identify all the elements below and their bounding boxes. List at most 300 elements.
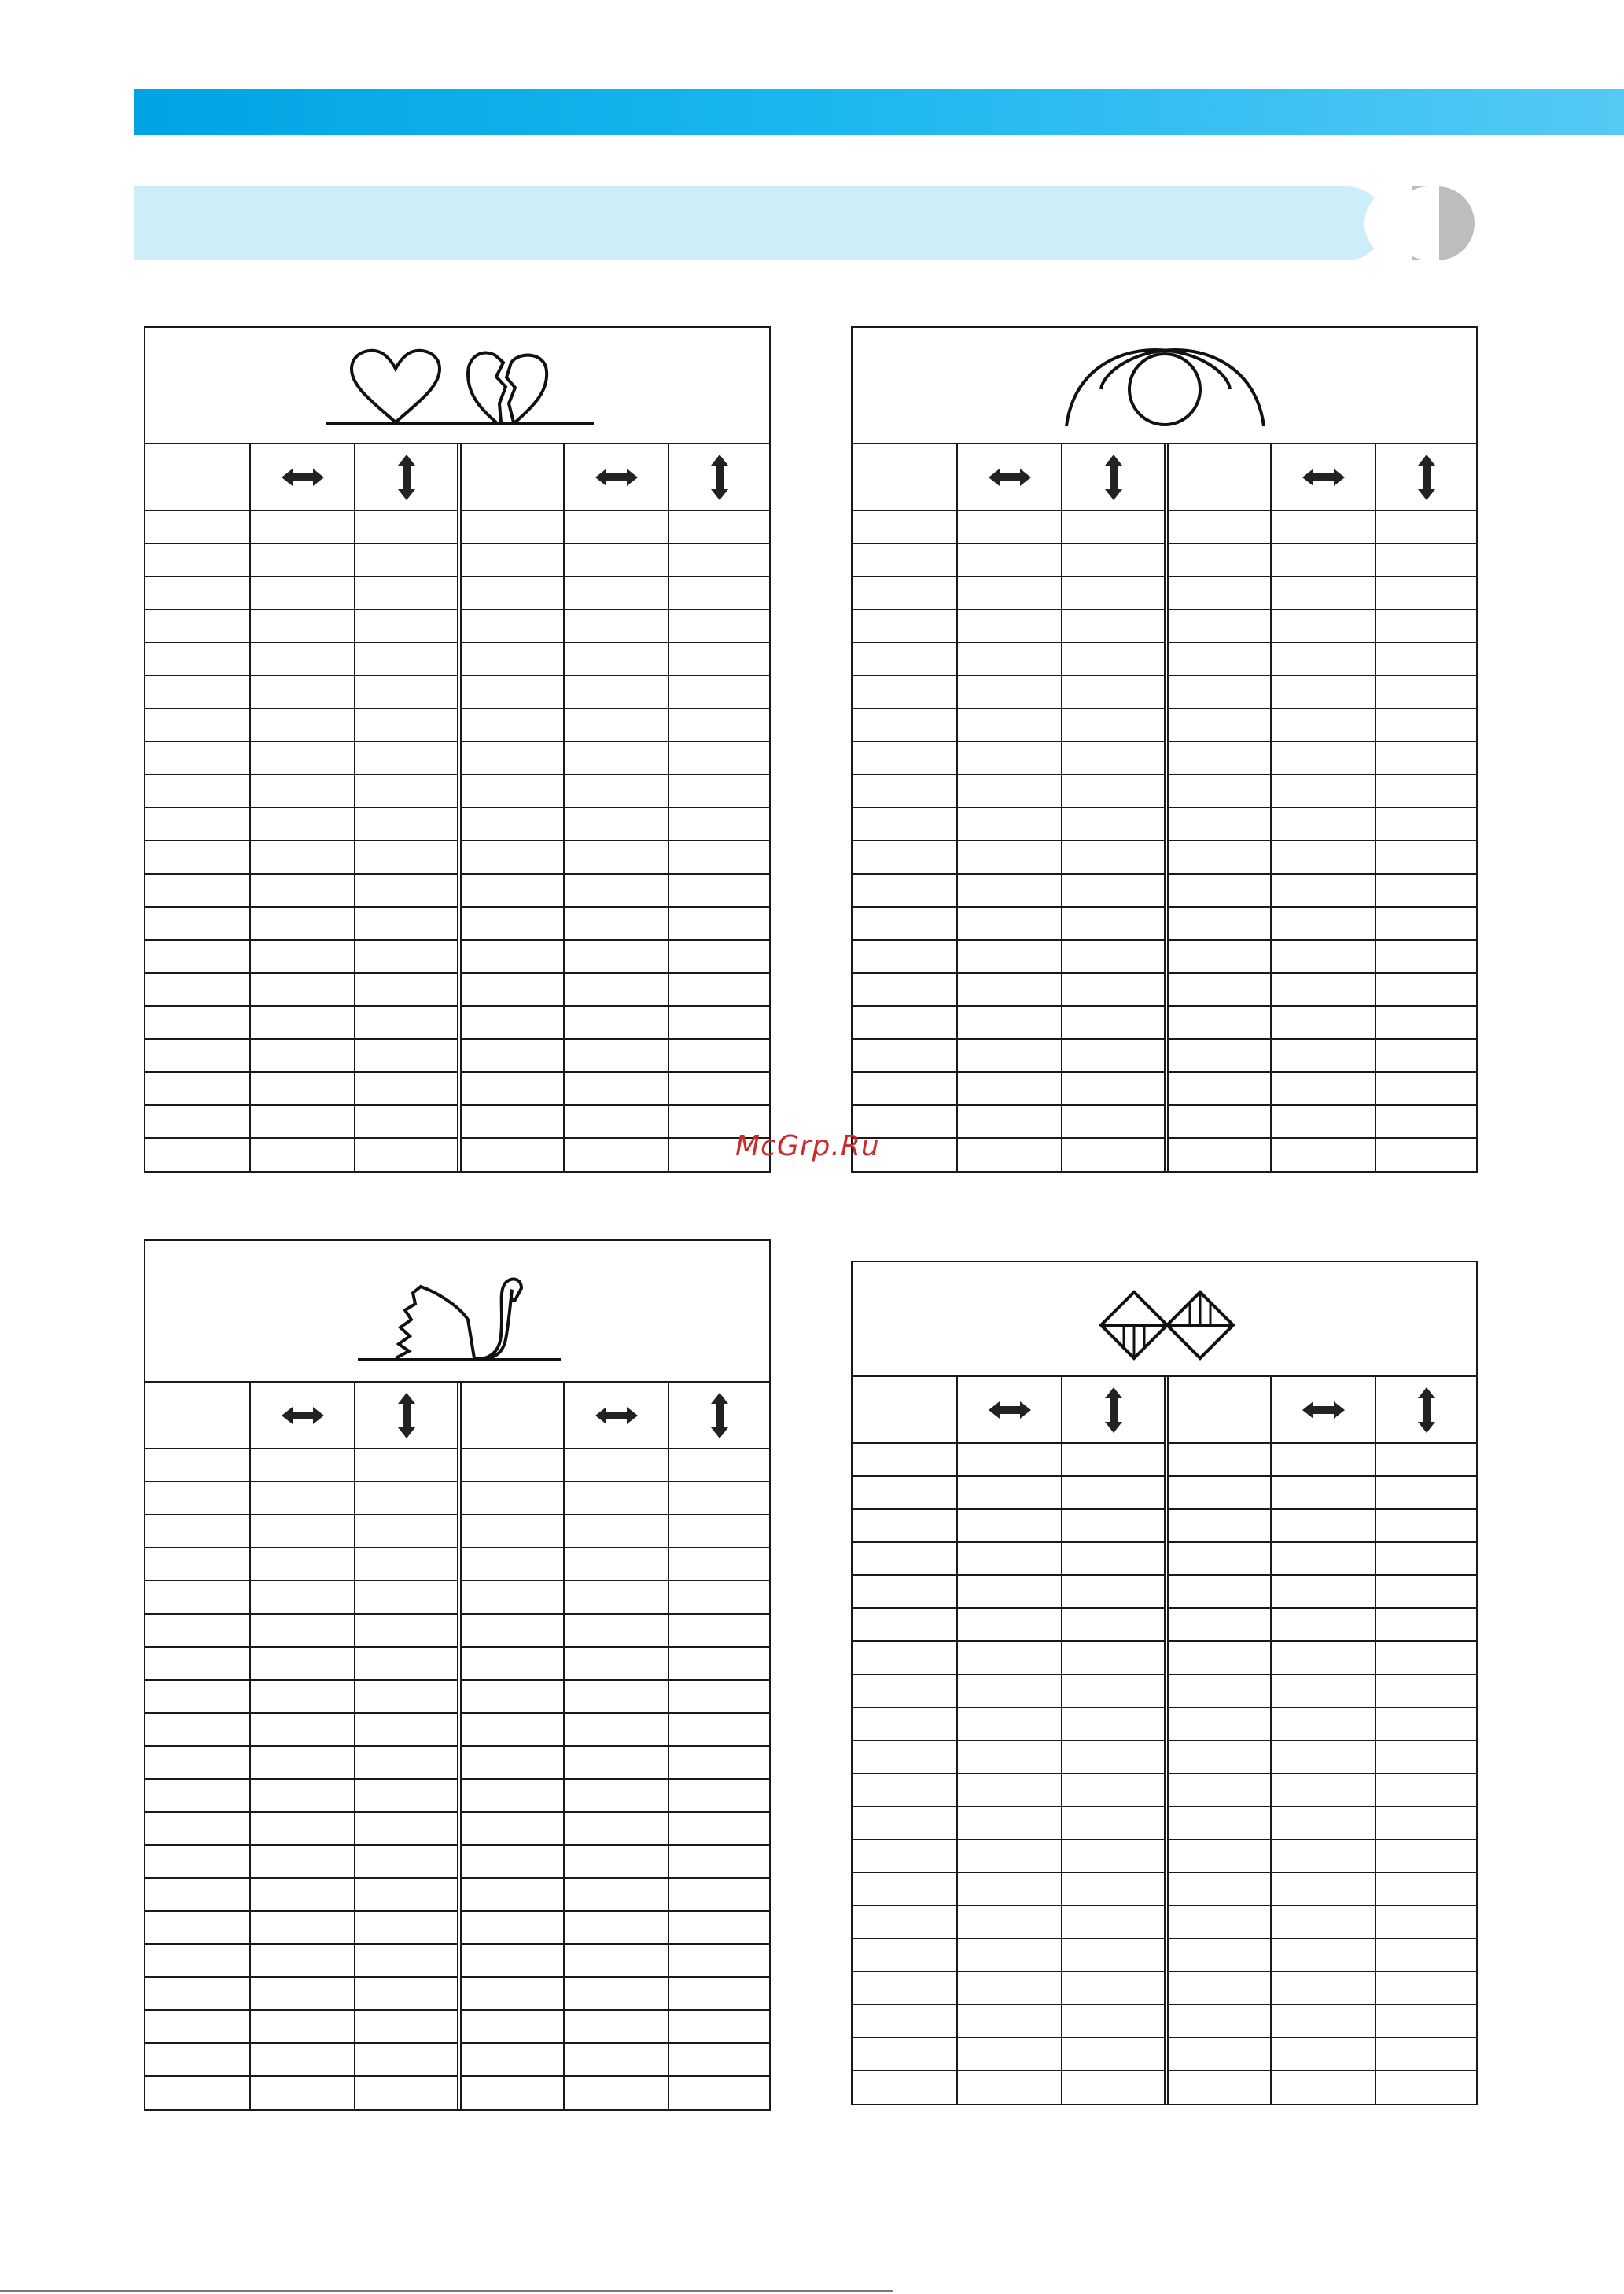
- table-cell: [1271, 543, 1375, 576]
- table-cell: [1062, 1476, 1166, 1509]
- table-cell: [1271, 643, 1375, 676]
- table-cell: [355, 1746, 459, 1779]
- table-cell: [1271, 576, 1375, 609]
- table-cell: [1375, 643, 1476, 676]
- table-cell: [957, 2038, 1062, 2071]
- table-cell: [145, 1548, 250, 1581]
- table-cell: [145, 1647, 250, 1680]
- table-cell: [1375, 609, 1476, 643]
- table-cell: [355, 643, 459, 676]
- table-cell: [853, 973, 957, 1006]
- vertical-arrow-icon: [355, 444, 459, 510]
- table-cell: [355, 1105, 459, 1138]
- table-row: [145, 1647, 769, 1680]
- panel-illustration: [853, 328, 1476, 444]
- table-cell: [957, 1906, 1062, 1939]
- table-cell: [1062, 676, 1166, 709]
- table-cell: [459, 576, 564, 609]
- table-cell: [250, 609, 355, 643]
- table-cell: [1166, 576, 1271, 609]
- table-cell: [1062, 1906, 1166, 1939]
- table-cell: [853, 1872, 957, 1906]
- horizontal-arrow-icon: [957, 1377, 1062, 1443]
- horizontal-arrow-icon: [564, 444, 668, 510]
- table-cell: [1375, 1939, 1476, 1972]
- table-row: [853, 1806, 1476, 1839]
- table-cell: [853, 2071, 957, 2104]
- table-row: [145, 1039, 769, 1072]
- table-cell: [459, 1614, 564, 1647]
- table-cell: [957, 1839, 1062, 1872]
- table-cell: [668, 1548, 769, 1581]
- table-cell: [564, 973, 668, 1006]
- table-row: [853, 1641, 1476, 1674]
- header-cell: [1166, 444, 1271, 510]
- table-cell: [355, 709, 459, 742]
- table-cell: [250, 676, 355, 709]
- table-cell: [564, 1548, 668, 1581]
- table-cell: [145, 709, 250, 742]
- table-row: [853, 907, 1476, 940]
- table-row: [145, 841, 769, 874]
- table-cell: [957, 1476, 1062, 1509]
- table-cell: [853, 1443, 957, 1476]
- table-cell: [1062, 1542, 1166, 1575]
- table-cell: [1166, 973, 1271, 1006]
- table-cell: [1375, 1740, 1476, 1773]
- table-cell: [1166, 940, 1271, 973]
- table-cell: [355, 1812, 459, 1845]
- table-row: [853, 1575, 1476, 1608]
- table-cell: [1375, 907, 1476, 940]
- table-cell: [1375, 1872, 1476, 1906]
- table-cell: [250, 1138, 355, 1171]
- table-cell: [355, 510, 459, 543]
- footer-rule: [0, 2290, 893, 2292]
- table-cell: [1271, 1939, 1375, 1972]
- table-cell: [1166, 841, 1271, 874]
- table-cell: [668, 676, 769, 709]
- table-cell: [1062, 1138, 1166, 1171]
- table-cell: [564, 874, 668, 907]
- stitch-table-diamonds: [851, 1261, 1478, 2105]
- table-row: [145, 2076, 769, 2109]
- table-cell: [957, 808, 1062, 841]
- table-cell: [355, 1845, 459, 1878]
- table-cell: [564, 1581, 668, 1614]
- table-cell: [1166, 1872, 1271, 1906]
- table-cell: [145, 643, 250, 676]
- table-row: [145, 1614, 769, 1647]
- table-cell: [564, 1944, 668, 1977]
- table-cell: [1271, 1707, 1375, 1740]
- table-cell: [957, 1105, 1062, 1138]
- table-row: [853, 874, 1476, 907]
- table-cell: [957, 1039, 1062, 1072]
- table-cell: [1271, 874, 1375, 907]
- table-row: [853, 576, 1476, 609]
- table-cell: [459, 2076, 564, 2109]
- table-cell: [250, 709, 355, 742]
- table-row: [853, 1443, 1476, 1476]
- table-cell: [1166, 1641, 1271, 1674]
- table-cell: [668, 808, 769, 841]
- table-cell: [1375, 1641, 1476, 1674]
- table-cell: [1166, 2005, 1271, 2038]
- table-cell: [459, 510, 564, 543]
- table-cell: [564, 510, 668, 543]
- table-cell: [1062, 742, 1166, 775]
- table-cell: [355, 1581, 459, 1614]
- table-cell: [459, 1006, 564, 1039]
- table-cell: [1271, 775, 1375, 808]
- header-row: [145, 1383, 769, 1449]
- table-cell: [250, 808, 355, 841]
- table-cell: [355, 1977, 459, 2010]
- table-row: [145, 643, 769, 676]
- table-row: [145, 1581, 769, 1614]
- table-cell: [1271, 1072, 1375, 1105]
- table-cell: [564, 1878, 668, 1911]
- table-row: [853, 1608, 1476, 1641]
- table-cell: [355, 907, 459, 940]
- table-cell: [1062, 1872, 1166, 1906]
- table-row: [853, 1707, 1476, 1740]
- table-cell: [1062, 1839, 1166, 1872]
- table-cell: [564, 1977, 668, 2010]
- panel-illustration: [145, 1241, 769, 1383]
- table-cell: [145, 1878, 250, 1911]
- table-cell: [957, 1006, 1062, 1039]
- table-cell: [1062, 2005, 1166, 2038]
- table-cell: [145, 510, 250, 543]
- table-cell: [1375, 1839, 1476, 1872]
- table-cell: [1375, 973, 1476, 1006]
- table-cell: [145, 775, 250, 808]
- table-cell: [1062, 1006, 1166, 1039]
- table-row: [853, 2071, 1476, 2104]
- table-cell: [145, 808, 250, 841]
- table-cell: [564, 1449, 668, 1482]
- table-cell: [1062, 609, 1166, 643]
- table-cell: [1166, 874, 1271, 907]
- table-cell: [957, 1072, 1062, 1105]
- table-cell: [1166, 1939, 1271, 1972]
- table-cell: [853, 1906, 957, 1939]
- table-cell: [459, 643, 564, 676]
- table-cell: [564, 1006, 668, 1039]
- table-cell: [459, 1878, 564, 1911]
- table-cell: [564, 940, 668, 973]
- table-cell: [250, 2076, 355, 2109]
- table-cell: [250, 1713, 355, 1746]
- table-cell: [459, 841, 564, 874]
- table-row: [145, 940, 769, 973]
- table-cell: [668, 1911, 769, 1944]
- table-cell: [145, 841, 250, 874]
- vertical-arrow-icon: [1375, 444, 1476, 510]
- header-row: [145, 444, 769, 510]
- table-cell: [668, 973, 769, 1006]
- table-row: [145, 1878, 769, 1911]
- table-cell: [853, 808, 957, 841]
- table-cell: [250, 742, 355, 775]
- table-cell: [1375, 1443, 1476, 1476]
- table-cell: [459, 940, 564, 973]
- table-cell: [1375, 1575, 1476, 1608]
- horizontal-arrow-icon: [1271, 444, 1375, 510]
- table-row: [853, 1138, 1476, 1171]
- table-cell: [355, 973, 459, 1006]
- table-cell: [564, 907, 668, 940]
- hearts-icon: [145, 328, 769, 443]
- table-cell: [957, 643, 1062, 676]
- table-cell: [145, 2010, 250, 2043]
- table-cell: [250, 1449, 355, 1482]
- table-cell: [145, 1944, 250, 1977]
- table-cell: [250, 1105, 355, 1138]
- table-cell: [355, 2010, 459, 2043]
- table-cell: [1271, 1608, 1375, 1641]
- table-cell: [459, 609, 564, 643]
- table-row: [853, 1105, 1476, 1138]
- table-cell: [957, 742, 1062, 775]
- table-cell: [1062, 1608, 1166, 1641]
- table-cell: [145, 1746, 250, 1779]
- table-cell: [668, 775, 769, 808]
- table-cell: [1271, 2071, 1375, 2104]
- table-cell: [564, 676, 668, 709]
- table-row: [853, 543, 1476, 576]
- table-cell: [459, 543, 564, 576]
- table-cell: [1271, 2038, 1375, 2071]
- table-cell: [1166, 1906, 1271, 1939]
- table-row: [145, 1105, 769, 1138]
- vertical-arrow-icon: [668, 1383, 769, 1449]
- stitch-table-swan: [144, 1239, 771, 2111]
- table-cell: [355, 874, 459, 907]
- table-cell: [668, 1680, 769, 1713]
- measurement-grid: [145, 444, 769, 1171]
- table-cell: [668, 940, 769, 973]
- table-cell: [853, 1839, 957, 1872]
- table-cell: [957, 1773, 1062, 1806]
- table-cell: [250, 1845, 355, 1878]
- table-cell: [1271, 973, 1375, 1006]
- table-cell: [145, 742, 250, 775]
- table-cell: [957, 907, 1062, 940]
- table-cell: [668, 2010, 769, 2043]
- table-cell: [668, 1072, 769, 1105]
- table-cell: [145, 1105, 250, 1138]
- table-cell: [145, 1845, 250, 1878]
- table-row: [145, 1680, 769, 1713]
- table-cell: [250, 1581, 355, 1614]
- table-cell: [853, 1939, 957, 1972]
- header-cell: [853, 1377, 957, 1443]
- table-cell: [564, 576, 668, 609]
- table-cell: [1166, 1707, 1271, 1740]
- table-cell: [1375, 2071, 1476, 2104]
- table-cell: [459, 1713, 564, 1746]
- table-cell: [145, 874, 250, 907]
- table-cell: [1271, 808, 1375, 841]
- table-cell: [1062, 576, 1166, 609]
- table-row: [145, 576, 769, 609]
- table-row: [853, 1542, 1476, 1575]
- table-cell: [1062, 1972, 1166, 2005]
- table-cell: [1375, 1542, 1476, 1575]
- table-row: [853, 1773, 1476, 1806]
- panel-illustration: [145, 328, 769, 444]
- table-cell: [459, 1944, 564, 1977]
- table-cell: [1271, 1641, 1375, 1674]
- table-cell: [853, 775, 957, 808]
- table-cell: [1375, 1906, 1476, 1939]
- table-cell: [145, 1006, 250, 1039]
- table-cell: [564, 1779, 668, 1812]
- vertical-arrow-icon: [668, 444, 769, 510]
- table-cell: [668, 510, 769, 543]
- table-cell: [564, 1911, 668, 1944]
- table-cell: [564, 709, 668, 742]
- table-cell: [355, 1614, 459, 1647]
- table-cell: [459, 2043, 564, 2076]
- table-cell: [145, 1138, 250, 1171]
- table-cell: [1062, 808, 1166, 841]
- table-cell: [853, 1509, 957, 1542]
- table-cell: [668, 1581, 769, 1614]
- table-row: [853, 742, 1476, 775]
- measurement-grid: [853, 1377, 1476, 2104]
- table-cell: [355, 1138, 459, 1171]
- vertical-arrow-icon: [1062, 1377, 1166, 1443]
- table-cell: [1375, 576, 1476, 609]
- table-cell: [1166, 1138, 1271, 1171]
- table-cell: [668, 1647, 769, 1680]
- header-cell: [459, 1383, 564, 1449]
- table-cell: [1375, 1773, 1476, 1806]
- table-cell: [459, 1746, 564, 1779]
- table-cell: [957, 1806, 1062, 1839]
- table-cell: [1375, 775, 1476, 808]
- table-cell: [459, 775, 564, 808]
- table-cell: [853, 2005, 957, 2038]
- table-cell: [1271, 1039, 1375, 1072]
- header-row: [853, 1377, 1476, 1443]
- table-row: [145, 1779, 769, 1812]
- table-cell: [145, 1515, 250, 1548]
- table-cell: [459, 1779, 564, 1812]
- table-row: [145, 609, 769, 643]
- table-cell: [1166, 676, 1271, 709]
- table-cell: [564, 1039, 668, 1072]
- table-cell: [355, 1878, 459, 1911]
- table-cell: [957, 1509, 1062, 1542]
- table-row: [853, 1039, 1476, 1072]
- table-row: [853, 510, 1476, 543]
- table-cell: [1271, 1105, 1375, 1138]
- table-cell: [668, 643, 769, 676]
- table-cell: [145, 2043, 250, 2076]
- stitch-table-circles: [851, 326, 1478, 1173]
- horizontal-arrow-icon: [564, 1383, 668, 1449]
- diamonds-icon: [853, 1262, 1476, 1375]
- table-cell: [957, 609, 1062, 643]
- table-cell: [957, 841, 1062, 874]
- table-cell: [1375, 543, 1476, 576]
- table-cell: [1166, 1575, 1271, 1608]
- table-cell: [957, 1138, 1062, 1171]
- table-cell: [250, 907, 355, 940]
- table-cell: [1271, 1575, 1375, 1608]
- table-cell: [355, 1006, 459, 1039]
- table-cell: [1271, 1006, 1375, 1039]
- table-cell: [1166, 543, 1271, 576]
- table-cell: [668, 1482, 769, 1515]
- table-cell: [1271, 1740, 1375, 1773]
- table-cell: [957, 1872, 1062, 1906]
- table-cell: [250, 775, 355, 808]
- table-cell: [668, 1039, 769, 1072]
- table-cell: [1375, 1072, 1476, 1105]
- table-row: [145, 1746, 769, 1779]
- table-cell: [145, 543, 250, 576]
- table-cell: [1166, 510, 1271, 543]
- table-cell: [1166, 1972, 1271, 2005]
- table-cell: [1271, 907, 1375, 940]
- table-cell: [1271, 1872, 1375, 1906]
- table-cell: [355, 1944, 459, 1977]
- table-row: [145, 1482, 769, 1515]
- table-cell: [853, 576, 957, 609]
- panel-illustration: [853, 1262, 1476, 1377]
- table-cell: [668, 1878, 769, 1911]
- table-row: [145, 1713, 769, 1746]
- table-cell: [668, 907, 769, 940]
- table-cell: [250, 510, 355, 543]
- table-cell: [668, 2076, 769, 2109]
- table-cell: [250, 1647, 355, 1680]
- measurement-grid: [145, 1383, 769, 2109]
- table-cell: [145, 1581, 250, 1614]
- table-cell: [145, 1779, 250, 1812]
- table-cell: [355, 1515, 459, 1548]
- table-cell: [853, 1641, 957, 1674]
- table-cell: [957, 1641, 1062, 1674]
- table-row: [853, 1072, 1476, 1105]
- table-cell: [250, 1812, 355, 1845]
- table-cell: [1166, 1773, 1271, 1806]
- table-cell: [957, 1939, 1062, 1972]
- stitch-table-hearts: [144, 326, 771, 1173]
- table-cell: [355, 940, 459, 973]
- table-cell: [957, 1575, 1062, 1608]
- table-cell: [853, 609, 957, 643]
- table-cell: [1271, 1839, 1375, 1872]
- horizontal-arrow-icon: [1271, 1377, 1375, 1443]
- table-cell: [250, 841, 355, 874]
- table-cell: [853, 874, 957, 907]
- table-cell: [853, 1608, 957, 1641]
- table-cell: [1166, 1608, 1271, 1641]
- table-row: [853, 643, 1476, 676]
- header-cell: [459, 444, 564, 510]
- table-cell: [1375, 808, 1476, 841]
- table-cell: [1062, 709, 1166, 742]
- table-cell: [668, 2043, 769, 2076]
- table-cell: [1166, 1006, 1271, 1039]
